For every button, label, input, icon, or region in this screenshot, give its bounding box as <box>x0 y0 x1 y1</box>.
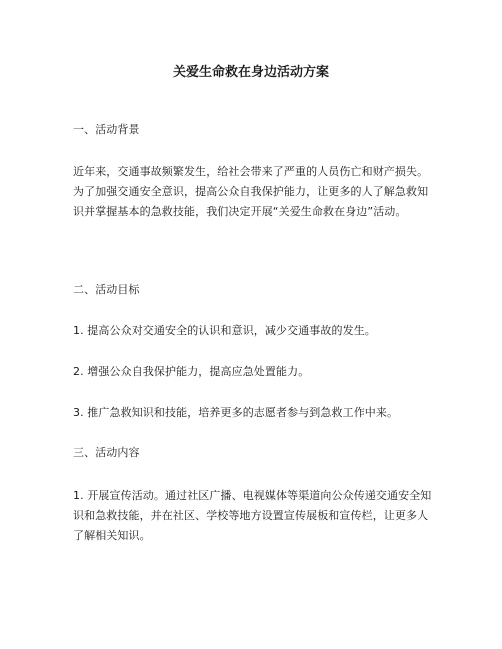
section-heading-goals: 二、活动目标 <box>73 283 140 296</box>
background-paragraph: 近年来，交通事故频繁发生，给社会带来了严重的人员伤亡和财产损失。为了加强交通安全意识，提高公众自我保护能力，让更多的人了解急救知识并掌握基本的急救技能，我们决定开展“关爱生命救在身边”活动。 <box>73 165 429 218</box>
section-heading-background: 一、活动背景 <box>73 123 140 136</box>
content-item-1: 1. 开展宣传活动。通过社区广播、电视媒体等渠道向公众传递交通安全知识和急救技能，并在社区、学校等地方设置宣传展板和宣传栏，让更多人了解相关知识。 <box>73 489 432 542</box>
goal-item-3: 3. 推广急救知识和技能，培养更多的志愿者参与到急救工作中来。 <box>73 406 399 419</box>
goal-item-1: 1. 提高公众对交通安全的认识和意识，减少交通事故的发生。 <box>73 324 376 337</box>
document-title: 关爱生命救在身边活动方案 <box>172 65 329 80</box>
section-heading-content: 三、活动内容 <box>73 446 140 459</box>
goal-item-2: 2. 增强公众自我保护能力，提高应急处置能力。 <box>73 365 310 378</box>
